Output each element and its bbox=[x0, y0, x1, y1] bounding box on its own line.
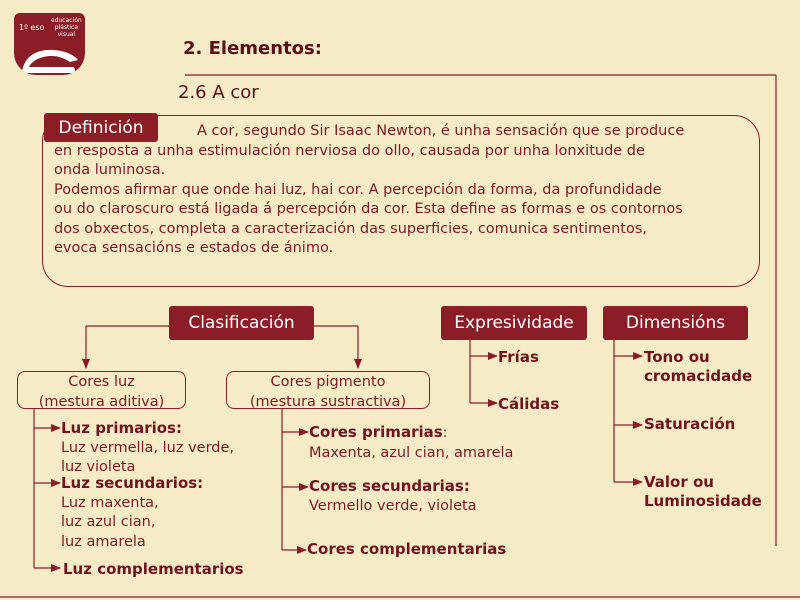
logo-grade: 1º eso bbox=[19, 23, 45, 32]
pigment-colors-box: Cores pigmento (mestura sustractiva) bbox=[226, 371, 430, 409]
dimension-saturation: Saturación bbox=[644, 415, 736, 433]
light-complementary: Luz complementarios bbox=[63, 560, 244, 578]
logo-emblem-icon bbox=[14, 43, 85, 75]
course-logo bbox=[14, 13, 85, 75]
pigment-primary: Cores primarias: Maxenta, azul cian, amarela bbox=[309, 423, 514, 461]
light-colors-box: Cores luz (mestura aditiva) bbox=[17, 371, 186, 409]
definition-label: Definición bbox=[44, 113, 158, 142]
light-secondary: Luz secundarios: Luz maxenta, luz azul cian, luz amarela bbox=[61, 474, 204, 550]
expressiveness-warm: Cálidas bbox=[498, 395, 560, 413]
expressiveness-cold: Frías bbox=[498, 348, 539, 366]
page-title: 2. Elementos: bbox=[183, 38, 322, 59]
logo-subject: educación plástica visual bbox=[51, 17, 82, 38]
pigment-secondary: Cores secundarias: Vermello verde, violeta bbox=[309, 477, 477, 514]
dimension-tone: Tono ou cromacidade bbox=[644, 348, 753, 385]
expressiveness-label: Expresividade bbox=[441, 306, 587, 340]
dimension-value: Valor ou Luminosidade bbox=[644, 473, 762, 510]
dimensions-label: Dimensións bbox=[603, 306, 748, 340]
pigment-complementary: Cores complementarias bbox=[307, 540, 507, 558]
classification-label: Clasificación bbox=[169, 306, 314, 340]
light-primary: Luz primarios: Luz vermella, luz verde, luz violeta bbox=[61, 419, 235, 475]
definition-text: A cor, segundo Sir Isaac Newton, é unha sensación que se produce en resposta a unha estimulación nerviosa do ollo, causada por unha lonxitude de onda luminosa. Podemos afirmar que onde hai luz, hai cor. A percepción da forma, da profundidade ou do claroscuro está ligada á percepción da cor. Esta define as formas e os contornos dos obxectos, completa a caracterización das superficies, comunica sentimentos, evoca sensacións e estados de ánimo. bbox=[54, 123, 685, 256]
section-subtitle: 2.6 A cor bbox=[178, 82, 259, 103]
